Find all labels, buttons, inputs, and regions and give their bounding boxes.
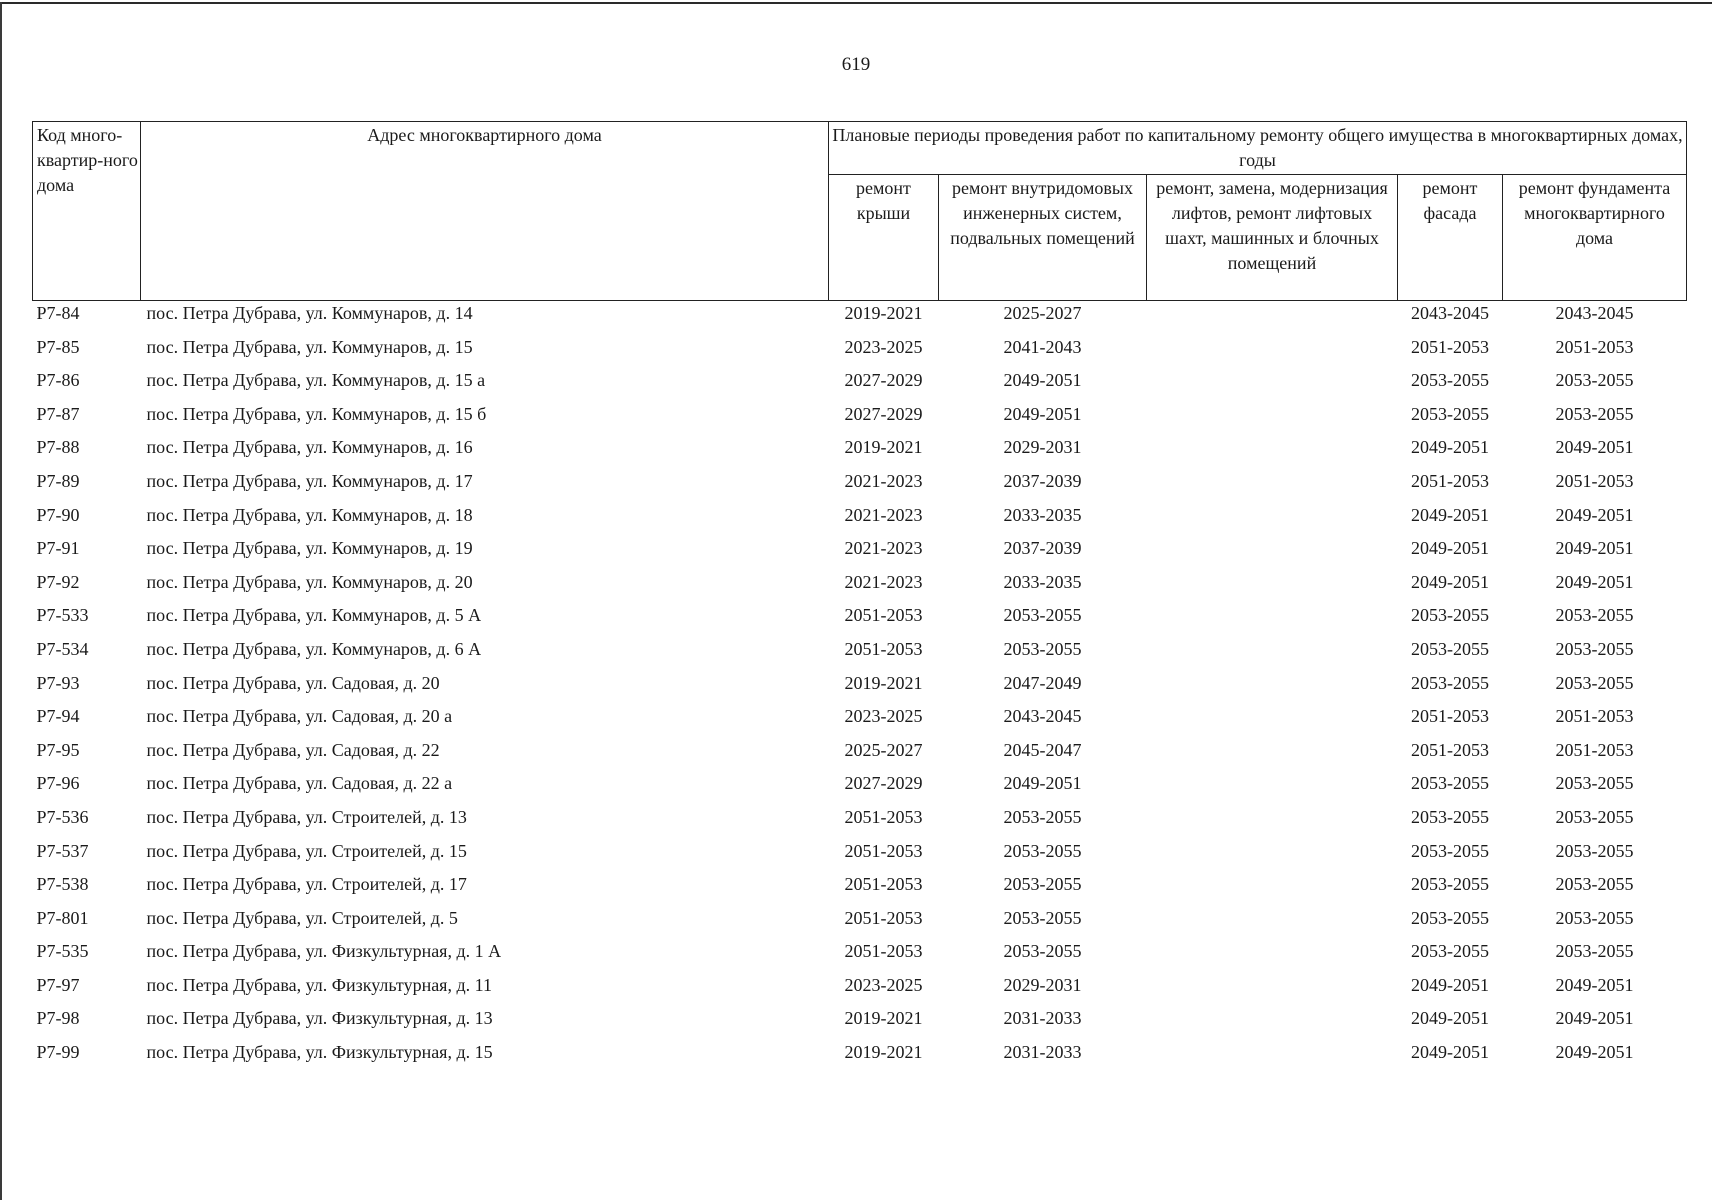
cell-roof: 2027-2029 (844, 773, 923, 794)
header-foundation: ремонт фундамента многоквартирного дома (1503, 175, 1687, 301)
cell-foundation: 2053-2055 (1555, 638, 1634, 659)
cell-address: пос. Петра Дубрава, ул. Коммунаров, д. 15 а (146, 370, 486, 391)
header-elevators: ремонт, замена, модернизация лифтов, ремонт лифтовых шахт, машинных и блочных помещений (1147, 175, 1398, 301)
header-facade: ремонт фасада (1398, 175, 1503, 301)
table-row (33, 1006, 1687, 1040)
cell-foundation: 2053-2055 (1555, 874, 1634, 895)
cell-address: пос. Петра Дубрава, ул. Физкультурная, д. 13 (146, 1008, 493, 1029)
cell-elevators (1147, 301, 1398, 335)
cell-foundation: 2053-2055 (1555, 907, 1634, 928)
cell-code: Р7-537 (36, 840, 89, 861)
page-number: 619 (841, 54, 871, 75)
cell-engineering: 2037-2039 (1003, 538, 1082, 559)
cell-foundation: 2051-2053 (1555, 336, 1634, 357)
header-code: Код много-квартир-ного дома (33, 122, 141, 301)
cell-foundation: 2051-2053 (1555, 739, 1634, 760)
cell-facade: 2053-2055 (1411, 874, 1489, 895)
cell-facade: 2049-2051 (1411, 571, 1489, 592)
cell-foundation: 2049-2051 (1555, 974, 1634, 995)
cell-code: Р7-533 (36, 605, 89, 626)
cell-code: Р7-536 (36, 806, 89, 827)
cell-elevators (1147, 839, 1398, 873)
cell-code: Р7-535 (36, 941, 89, 962)
table-row (33, 637, 1687, 671)
cell-foundation: 2049-2051 (1555, 504, 1634, 525)
cell-elevators (1147, 872, 1398, 906)
repair-schedule-sheet (32, 121, 1687, 1074)
cell-facade: 2053-2055 (1411, 941, 1489, 962)
cell-elevators (1147, 1006, 1398, 1040)
cell-roof: 2021-2023 (844, 504, 923, 525)
cell-roof: 2023-2025 (844, 706, 923, 727)
cell-address: пос. Петра Дубрава, ул. Садовая, д. 22 а (146, 773, 453, 794)
cell-roof: 2051-2053 (844, 605, 923, 626)
cell-code: Р7-94 (36, 706, 80, 727)
cell-facade: 2049-2051 (1411, 1042, 1489, 1063)
cell-engineering: 2033-2035 (1003, 571, 1082, 592)
table-row (33, 335, 1687, 369)
cell-code: Р7-534 (36, 638, 89, 659)
table-row (33, 839, 1687, 873)
cell-code: Р7-96 (36, 773, 80, 794)
cell-engineering: 2053-2055 (1003, 874, 1082, 895)
table-row (33, 973, 1687, 1007)
cell-address: пос. Петра Дубрава, ул. Строителей, д. 13 (146, 806, 467, 827)
cell-code: Р7-801 (36, 907, 89, 928)
cell-code: Р7-93 (36, 672, 80, 693)
cell-elevators (1147, 704, 1398, 738)
cell-roof: 2051-2053 (844, 874, 923, 895)
cell-facade: 2049-2051 (1411, 538, 1489, 559)
cell-engineering: 2029-2031 (1003, 974, 1082, 995)
cell-roof: 2019-2021 (844, 437, 923, 458)
cell-code: Р7-99 (36, 1042, 80, 1063)
cell-address: пос. Петра Дубрава, ул. Коммунаров, д. 14 (146, 303, 473, 323)
cell-elevators (1147, 469, 1398, 503)
cell-foundation: 2049-2051 (1555, 1042, 1634, 1063)
cell-address: пос. Петра Дубрава, ул. Коммунаров, д. 16 (146, 437, 473, 458)
cell-engineering: 2037-2039 (1003, 470, 1082, 491)
cell-engineering: 2053-2055 (1003, 840, 1082, 861)
table-row (33, 603, 1687, 637)
cell-foundation: 2053-2055 (1555, 806, 1634, 827)
table-row (33, 771, 1687, 805)
cell-engineering: 2045-2047 (1003, 739, 1082, 760)
cell-foundation: 2053-2055 (1555, 672, 1634, 693)
cell-roof: 2019-2021 (844, 1042, 923, 1063)
cell-facade: 2049-2051 (1411, 437, 1489, 458)
cell-address: пос. Петра Дубрава, ул. Садовая, д. 22 (146, 739, 440, 760)
cell-engineering: 2025-2027 (1003, 303, 1082, 323)
cell-address: пос. Петра Дубрава, ул. Коммунаров, д. 15 (146, 336, 473, 357)
cell-facade: 2053-2055 (1411, 370, 1489, 391)
cell-roof: 2021-2023 (844, 571, 923, 592)
cell-engineering: 2031-2033 (1003, 1042, 1082, 1063)
cell-address: пос. Петра Дубрава, ул. Строителей, д. 17 (146, 874, 467, 895)
cell-address: пос. Петра Дубрава, ул. Коммунаров, д. 19 (146, 538, 473, 559)
cell-elevators (1147, 805, 1398, 839)
table-row (33, 402, 1687, 436)
cell-engineering: 2029-2031 (1003, 437, 1082, 458)
cell-code: Р7-92 (36, 571, 80, 592)
cell-roof: 2023-2025 (844, 336, 923, 357)
cell-elevators (1147, 973, 1398, 1007)
cell-foundation: 2053-2055 (1555, 941, 1634, 962)
table-row (33, 704, 1687, 738)
cell-engineering: 2053-2055 (1003, 907, 1082, 928)
table-row (33, 503, 1687, 537)
cell-foundation: 2053-2055 (1555, 840, 1634, 861)
cell-foundation: 2051-2053 (1555, 470, 1634, 491)
cell-foundation: 2043-2045 (1555, 303, 1634, 323)
cell-engineering: 2033-2035 (1003, 504, 1082, 525)
cell-foundation: 2053-2055 (1555, 370, 1634, 391)
cell-facade: 2043-2045 (1411, 303, 1489, 323)
cell-roof: 2019-2021 (844, 303, 923, 323)
table-row (33, 939, 1687, 973)
cell-engineering: 2049-2051 (1003, 370, 1082, 391)
cell-roof: 2023-2025 (844, 974, 923, 995)
cell-facade: 2053-2055 (1411, 403, 1489, 424)
cell-foundation: 2053-2055 (1555, 605, 1634, 626)
table-row (33, 1040, 1687, 1074)
cell-engineering: 2053-2055 (1003, 941, 1082, 962)
cell-facade: 2051-2053 (1411, 739, 1489, 760)
cell-facade: 2049-2051 (1411, 1008, 1489, 1029)
cell-elevators (1147, 335, 1398, 369)
cell-foundation: 2049-2051 (1555, 571, 1634, 592)
cell-roof: 2051-2053 (844, 806, 923, 827)
table-row (33, 469, 1687, 503)
cell-elevators (1147, 570, 1398, 604)
header-engineering: ремонт внутридомовых инженерных систем, подвальных помещений (939, 175, 1147, 301)
cell-facade: 2051-2053 (1411, 470, 1489, 491)
cell-engineering: 2043-2045 (1003, 706, 1082, 727)
cell-facade: 2053-2055 (1411, 806, 1489, 827)
table-row (33, 671, 1687, 705)
cell-code: Р7-87 (36, 403, 80, 424)
header-roof: ремонт крыши (829, 175, 939, 301)
cell-roof: 2021-2023 (844, 470, 923, 491)
cell-roof: 2021-2023 (844, 538, 923, 559)
table-row (33, 872, 1687, 906)
cell-address: пос. Петра Дубрава, ул. Коммунаров, д. 15 б (146, 403, 487, 424)
cell-code: Р7-90 (36, 504, 80, 525)
cell-foundation: 2049-2051 (1555, 437, 1634, 458)
cell-code: Р7-98 (36, 1008, 80, 1029)
cell-facade: 2049-2051 (1411, 974, 1489, 995)
cell-address: пос. Петра Дубрава, ул. Коммунаров, д. 17 (146, 470, 473, 491)
cell-foundation: 2051-2053 (1555, 706, 1634, 727)
cell-elevators (1147, 637, 1398, 671)
cell-elevators (1147, 536, 1398, 570)
cell-elevators (1147, 1040, 1398, 1074)
cell-elevators (1147, 906, 1398, 940)
cell-code: Р7-538 (36, 874, 89, 895)
cell-elevators (1147, 603, 1398, 637)
cell-elevators (1147, 402, 1398, 436)
cell-roof: 2051-2053 (844, 941, 923, 962)
cell-foundation: 2049-2051 (1555, 538, 1634, 559)
cell-code: Р7-97 (36, 974, 80, 995)
cell-address: пос. Петра Дубрава, ул. Физкультурная, д. 15 (146, 1042, 493, 1063)
cell-roof: 2027-2029 (844, 370, 923, 391)
cell-roof: 2051-2053 (844, 638, 923, 659)
cell-elevators (1147, 503, 1398, 537)
cell-address: пос. Петра Дубрава, ул. Садовая, д. 20 а (146, 706, 453, 727)
cell-address: пос. Петра Дубрава, ул. Коммунаров, д. 5 А (146, 605, 482, 626)
cell-elevators (1147, 939, 1398, 973)
cell-facade: 2053-2055 (1411, 605, 1489, 626)
cell-elevators (1147, 671, 1398, 705)
cell-elevators (1147, 435, 1398, 469)
table-row (33, 805, 1687, 839)
page-left-border (0, 2, 2, 1200)
cell-elevators (1147, 368, 1398, 402)
cell-engineering: 2031-2033 (1003, 1008, 1082, 1029)
cell-foundation: 2053-2055 (1555, 773, 1634, 794)
page-top-border (0, 2, 1712, 4)
cell-code: Р7-88 (36, 437, 80, 458)
cell-code: Р7-89 (36, 470, 80, 491)
cell-engineering: 2053-2055 (1003, 605, 1082, 626)
cell-roof: 2025-2027 (844, 739, 923, 760)
cell-facade: 2053-2055 (1411, 907, 1489, 928)
cell-elevators (1147, 738, 1398, 772)
table-body (33, 301, 1687, 1074)
cell-facade: 2049-2051 (1411, 504, 1489, 525)
cell-code: Р7-84 (36, 303, 80, 323)
cell-foundation: 2049-2051 (1555, 1008, 1634, 1029)
cell-facade: 2053-2055 (1411, 672, 1489, 693)
cell-facade: 2053-2055 (1411, 840, 1489, 861)
cell-engineering: 2049-2051 (1003, 773, 1082, 794)
table-row (33, 368, 1687, 402)
cell-code: Р7-95 (36, 739, 80, 760)
cell-facade: 2051-2053 (1411, 336, 1489, 357)
cell-facade: 2053-2055 (1411, 638, 1489, 659)
cell-roof: 2019-2021 (844, 1008, 923, 1029)
cell-address: пос. Петра Дубрава, ул. Физкультурная, д. 1 А (146, 941, 502, 962)
cell-engineering: 2053-2055 (1003, 638, 1082, 659)
cell-roof: 2019-2021 (844, 672, 923, 693)
cell-code: Р7-91 (36, 538, 80, 559)
table-row (33, 301, 1687, 335)
cell-roof: 2051-2053 (844, 840, 923, 861)
table-row (33, 570, 1687, 604)
cell-foundation: 2053-2055 (1555, 403, 1634, 424)
cell-engineering: 2041-2043 (1003, 336, 1082, 357)
cell-address: пос. Петра Дубрава, ул. Коммунаров, д. 18 (146, 504, 473, 525)
cell-elevators (1147, 771, 1398, 805)
cell-facade: 2053-2055 (1411, 773, 1489, 794)
cell-roof: 2051-2053 (844, 907, 923, 928)
cell-engineering: 2049-2051 (1003, 403, 1082, 424)
cell-address: пос. Петра Дубрава, ул. Садовая, д. 20 (146, 672, 440, 693)
table-header (33, 122, 1687, 301)
cell-roof: 2027-2029 (844, 403, 923, 424)
table-row (33, 906, 1687, 940)
cell-address: пос. Петра Дубрава, ул. Строителей, д. 5 (146, 907, 458, 928)
repair-schedule-table (32, 121, 1687, 1074)
cell-code: Р7-85 (36, 336, 80, 357)
header-address: Адрес многоквартирного дома (141, 122, 829, 301)
cell-engineering: 2047-2049 (1003, 672, 1082, 693)
cell-address: пос. Петра Дубрава, ул. Физкультурная, д. 11 (146, 974, 492, 995)
table-row (33, 536, 1687, 570)
table-row (33, 435, 1687, 469)
cell-address: пос. Петра Дубрава, ул. Коммунаров, д. 6 А (146, 638, 482, 659)
cell-facade: 2051-2053 (1411, 706, 1489, 727)
cell-address: пос. Петра Дубрава, ул. Коммунаров, д. 20 (146, 571, 473, 592)
table-row (33, 738, 1687, 772)
cell-address: пос. Петра Дубрава, ул. Строителей, д. 15 (146, 840, 467, 861)
header-periods: Плановые периоды проведения работ по капитальному ремонту общего имущества в многоквартирных домах, годы (829, 122, 1687, 175)
cell-engineering: 2053-2055 (1003, 806, 1082, 827)
cell-code: Р7-86 (36, 370, 80, 391)
